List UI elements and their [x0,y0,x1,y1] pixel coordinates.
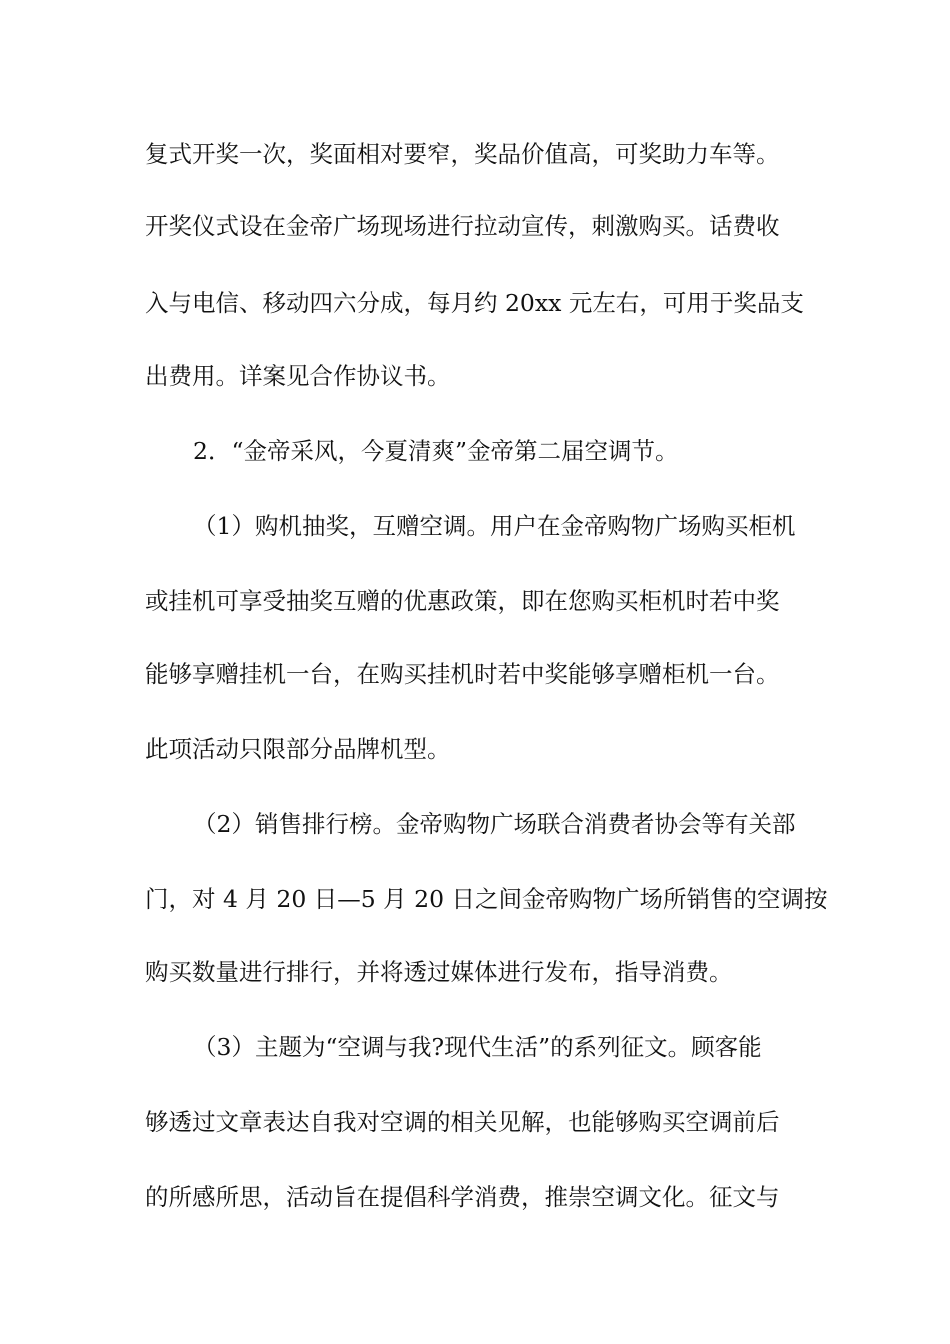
body-text-line: 够透过文章表达自我对空调的相关见解，也能够购买空调前后 [145,1108,780,1136]
paragraph-start-line: （2）销售排行榜。金帝购物广场联合消费者协会等有关部 [193,810,796,838]
paragraph-start-line: （1）购机抽奖，互赠空调。用户在金帝购物广场购买柜机 [193,512,796,540]
body-text-line: 门，对 4 月 20 日—5 月 20 日之间金帝购物广场所销售的空调按 [145,885,828,913]
body-text-line: 能够享赠挂机一台，在购买挂机时若中奖能够享赠柜机一台。 [145,660,780,688]
paragraph-start-line: （3）主题为“空调与我?现代生活”的系列征文。顾客能 [193,1033,762,1061]
body-text-line: 或挂机可享受抽奖互赠的优惠政策，即在您购买柜机时若中奖 [145,587,780,615]
body-text-line: 此项活动只限部分品牌机型。 [145,735,451,763]
body-text-line: 出费用。详案见合作协议书。 [145,362,451,390]
body-text-line: 入与电信、移动四六分成，每月约 20xx 元左右，可用于奖品支 [145,289,804,317]
body-text-line: 开奖仪式设在金帝广场现场进行拉动宣传，刺激购买。话费收 [145,212,780,240]
body-text-line: 购买数量进行排行，并将透过媒体进行发布，指导消费。 [145,958,733,986]
body-text-line: 复式开奖一次，奖面相对要窄，奖品价值高，可奖助力车等。 [145,140,780,168]
section-heading: 2．“金帝采风，今夏清爽”金帝第二届空调节。 [193,437,679,465]
body-text-line: 的所感所思，活动旨在提倡科学消费，推崇空调文化。征文与 [145,1183,780,1211]
